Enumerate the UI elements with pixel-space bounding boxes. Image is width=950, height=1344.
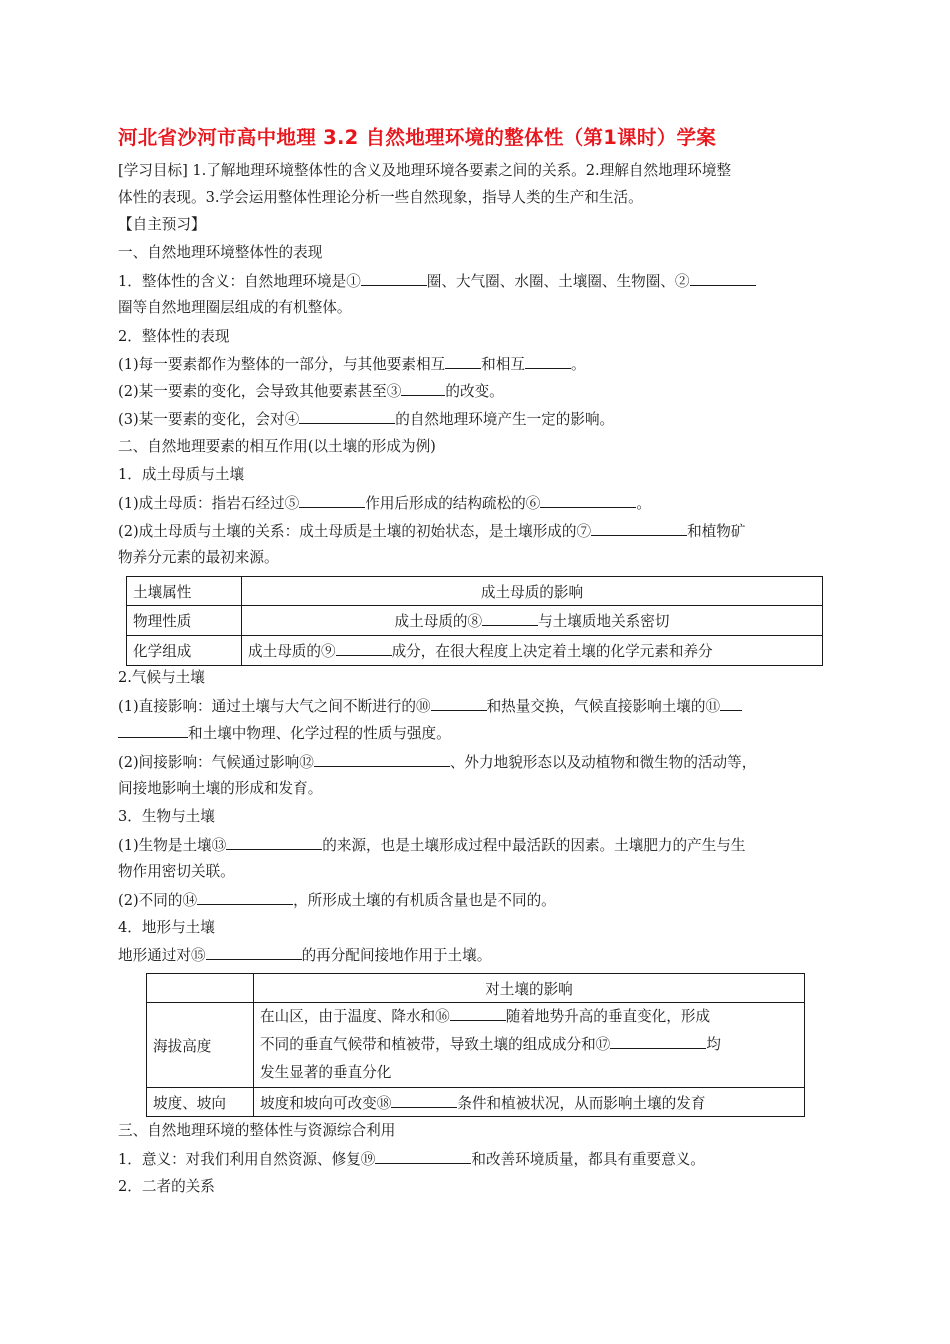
s2-b2-line2-text-b: 育 [293, 780, 308, 797]
table2-row1-line-1 [260, 1003, 798, 1031]
s2-b1-line2-text: 和土壤中物理、化学过程的性质与强度。 [188, 725, 451, 742]
blank-15[interactable] [206, 945, 302, 960]
table2-row1-content [254, 1003, 805, 1088]
s1-item-1-text-c: 。 [570, 356, 586, 373]
s2-a-item-2 [118, 521, 838, 542]
section-3-heading: 三、自然地理环境的整体性与资源综合利用 [118, 1122, 396, 1139]
blank-1[interactable] [361, 271, 427, 286]
s2-a-item-1 [118, 493, 838, 514]
blank-9[interactable] [336, 641, 392, 656]
s1-item-2-text-a: (2)某一要素的变化，会导致其他要素甚至③ [118, 383, 402, 400]
s1-item-3 [118, 409, 838, 430]
s1-p1-text-a: 1．整体性的含义：自然地理环境是① [118, 273, 361, 290]
objectives-line-1: [学习目标] 1.了解地理环境整体性的含义及地理环境各要素之间的关系。2.理解自然地理环境整 [118, 162, 732, 179]
table1-row1-text-b: 与土壤质地关系密切 [538, 613, 670, 630]
s2-a1-text-c: 。 [636, 495, 651, 512]
s2-d-title: 4．地形与土壤 [118, 919, 215, 936]
s2-c1-text-b: 的来源，也是土壤形成过程中最活跃的因素。土壤肥力的产生与生 [322, 837, 746, 854]
terrain-table [146, 973, 805, 1117]
s1-item-3-text-b: 的自然地理环境产生一定的影响。 [395, 411, 615, 428]
s1-p2-title: 2．整体性的表现 [118, 328, 230, 345]
s2-d-item-1 [118, 945, 838, 966]
s1-item-2 [118, 381, 838, 402]
table1-row1-text-a: 成土母质的⑧ [394, 613, 483, 630]
blank-a[interactable] [445, 354, 481, 369]
s2-b1-text-a: (1)直接影响：通过土壤与大气之间不断进行的⑩ [118, 698, 431, 715]
s2-d1-text-b: 的再分配间接地作用于土壤。 [301, 947, 492, 964]
s2-a1-text-a: (1)成土母质：指岩石经过⑤ [118, 495, 300, 512]
s1-p1-line-2: 圈等自然地理圈层组成的有机整体。 [118, 299, 352, 316]
s2-d1-text-a: 地形通过对⑮ [118, 947, 206, 964]
table2-row1-label: 海拔高度 [147, 1003, 254, 1088]
table1-header-influence: 成土母质的影响 [242, 577, 823, 606]
blank-4[interactable] [299, 409, 395, 424]
s2-b2-line2-text-c: 。 [307, 780, 323, 797]
s3-p2: 2．二者的关系 [118, 1178, 215, 1195]
table1-row1-label: 物理性质 [127, 606, 242, 636]
s2-c2-text-a: (2)不同的⑭ [118, 892, 198, 909]
s2-c-title: 3．生物与土壤 [118, 808, 215, 825]
s2-b2-line2-text-a: 间接地影响土壤的形成和发 [118, 780, 294, 797]
table2-row2-content [254, 1088, 805, 1117]
s2-b2-text-b: 、外力地貌形态以及动植物和微生物的活动等， [449, 754, 757, 771]
table2-row2-label: 坡度、坡向 [147, 1088, 254, 1117]
table2-row1-line-2-text-a: 不同的垂直气候带和植被带，导致土壤的组成成分和⑰ [260, 1036, 611, 1053]
table1-row2-label: 化学组成 [127, 636, 242, 666]
table1-row2-text-a: 成土母质的⑨ [248, 643, 336, 660]
blank-11-cont[interactable] [118, 723, 188, 738]
section-2-heading: 二、自然地理要素的相互作用(以土壤的形成为例) [118, 438, 436, 455]
s2-b-item-1 [118, 696, 838, 717]
table2-row1-line-3: 发生显著的垂直分化 [260, 1064, 392, 1081]
s3-p1-text-b: 和改善环境质量，都具有重要意义。 [471, 1151, 705, 1168]
s1-item-1 [118, 354, 838, 375]
blank-19[interactable] [375, 1149, 471, 1164]
table2-row1-line-1-text-a: 在山区，由于温度、降水和⑯ [260, 1008, 450, 1025]
blank-7[interactable] [591, 521, 687, 536]
table2-row1-line-2-text-b: 均 [706, 1036, 721, 1053]
blank-13[interactable] [226, 835, 322, 850]
s2-a-item-2-line-2: 物养分元素的最初来源。 [118, 549, 279, 566]
preview-heading: 【自主预习】 [118, 216, 206, 233]
table2-header-empty [147, 974, 254, 1003]
parent-material-table [126, 576, 823, 666]
blank-11[interactable] [720, 696, 742, 711]
s2-c-item-1-line-2: 物作用密切关联。 [118, 863, 235, 880]
blank-3[interactable] [401, 381, 445, 396]
table1-header-attribute: 土壤属性 [127, 577, 242, 606]
s1-item-3-text-a: (3)某一要素的变化，会对④ [118, 411, 300, 428]
s2-c1-text-a: (1)生物是土壤⑬ [118, 837, 227, 854]
blank-18[interactable] [391, 1093, 457, 1108]
s2-b-title: 2.气候与土壤 [118, 669, 205, 686]
blank-16[interactable] [450, 1006, 506, 1021]
blank-12[interactable] [314, 752, 450, 767]
s2-b1-text-b: 和热量交换，气候直接影响土壤的⑪ [486, 698, 721, 715]
table1-row2-content [242, 636, 823, 666]
s1-item-1-text-b: 和相互 [481, 356, 525, 373]
s2-b-item-2-line-2 [118, 779, 838, 799]
s3-p1 [118, 1149, 838, 1170]
s3-p1-text-a: 1．意义：对我们利用自然资源、修复⑲ [118, 1151, 376, 1168]
s2-a-title: 1．成土母质与土壤 [118, 466, 245, 483]
s2-c-item-1 [118, 835, 838, 856]
s2-b2-text-a: (2)间接影响：气候通过影响⑫ [118, 754, 314, 771]
document-title: 河北省沙河市高中地理 3.2 自然地理环境的整体性（第1课时）学案 [118, 126, 717, 149]
blank-14[interactable] [197, 890, 293, 905]
blank-8[interactable] [482, 611, 538, 626]
s2-a2-text-b: 和植物矿 [687, 523, 746, 540]
blank-6[interactable] [540, 493, 636, 508]
blank-2[interactable] [690, 271, 756, 286]
table1-row1-content [242, 606, 823, 636]
s2-b-item-2 [118, 752, 838, 773]
s2-b-item-1-line-2 [118, 723, 838, 744]
blank-5[interactable] [299, 493, 365, 508]
table2-row2-text-b: 条件和植被状况，从而影响土壤的发育 [457, 1094, 706, 1112]
s1-item-1-text-a: (1)每一要素都作为整体的一部分，与其他要素相互 [118, 356, 446, 373]
objectives-line-2: 体性的表现。3.学会运用整体性理论分析一些自然现象，指导人类的生产和生活。 [118, 189, 643, 206]
s1-p1-text-b: 圈、大气圈、水圈、土壤圈、生物圈、② [426, 273, 690, 290]
blank-10[interactable] [431, 696, 487, 711]
s1-item-2-text-b: 的改变。 [445, 383, 504, 400]
table1-row2-text-b: 成分，在很大程度上决定着土壤的化学元素和养分 [391, 643, 713, 660]
s1-p1-line-1 [118, 271, 838, 292]
table2-row1-line-1-text-b: 随着地势升高的垂直变化，形成 [505, 1008, 711, 1025]
table2-header-influence: 对土壤的影响 [254, 974, 805, 1003]
s2-a1-text-b: 作用后形成的结构疏松的⑥ [365, 495, 541, 512]
table2-row1-line-2 [260, 1031, 798, 1059]
blank-b[interactable] [525, 354, 571, 369]
table2-row2-text-a: 坡度和坡向可改变⑱ [260, 1094, 392, 1112]
blank-17[interactable] [610, 1034, 706, 1049]
s2-c2-text-b: ，所形成土壤的有机质含量也是不同的。 [293, 892, 556, 909]
s2-a2-text-a: (2)成土母质与土壤的关系：成土母质是土壤的初始状态，是土壤形成的⑦ [118, 523, 592, 540]
section-1-heading: 一、自然地理环境整体性的表现 [118, 244, 323, 261]
s2-c-item-2 [118, 890, 838, 911]
